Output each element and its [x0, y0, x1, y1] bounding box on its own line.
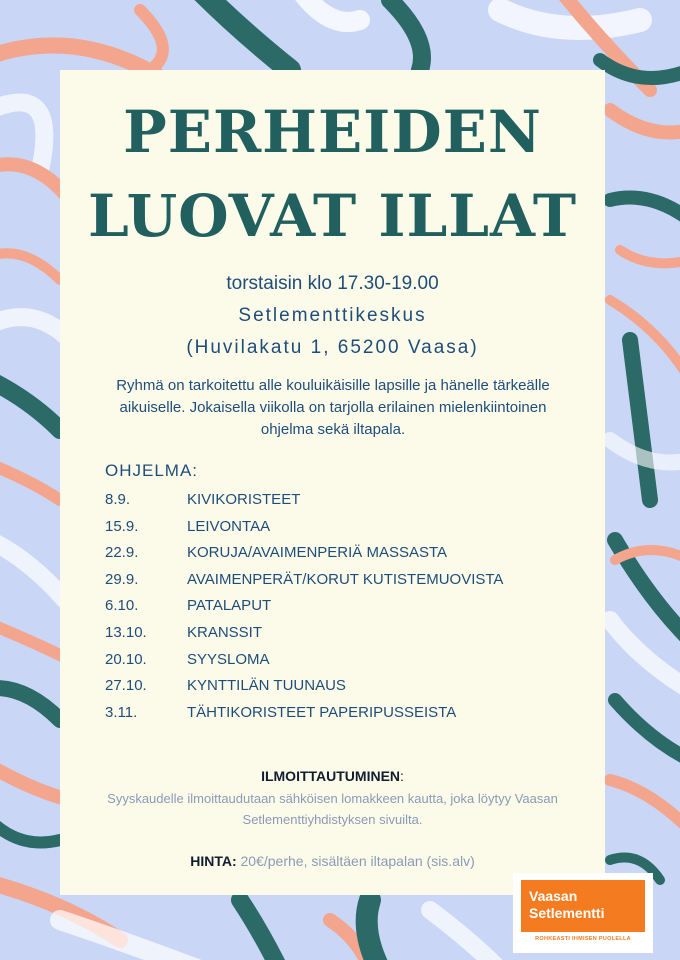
- program-item: [105, 623, 575, 650]
- program-activity: LEIVONTAA: [187, 517, 271, 535]
- logo-tagline: ROHKEASTI IHMISEN PUOLELLA: [535, 936, 631, 942]
- program-date: 29.9.: [105, 570, 139, 588]
- program-date: 8.9.: [105, 491, 131, 508]
- program-heading: OHJELMA:: [105, 461, 199, 480]
- venue-name: Setlementtikeskus: [238, 305, 427, 326]
- vaasan-setlementti-logo: [513, 873, 653, 953]
- logo-line-2: Setlementti: [529, 905, 605, 921]
- program-date: 22.9.: [105, 544, 139, 562]
- title-line-2: LUOVAT ILLAT: [87, 182, 578, 250]
- logo-line-1: Vaasan: [529, 888, 578, 904]
- program-date: 15.9.: [105, 517, 139, 535]
- program-activity: TÄHTIKORISTEET PAPERIPUSSEISTA: [187, 703, 457, 721]
- venue-address: (Huvilakatu 1, 65200 Vaasa): [186, 337, 479, 358]
- logo-box: [521, 880, 645, 932]
- program-item: [105, 703, 575, 730]
- event-card: [60, 70, 605, 895]
- title-line-1: PERHEIDEN: [123, 98, 542, 166]
- program-activity: PATALAPUT: [187, 597, 272, 615]
- program-item: [105, 490, 575, 517]
- program-activity: KRANSSIT: [187, 623, 263, 641]
- registration-heading-text: ILMOITTAUTUMINEN: [261, 768, 401, 784]
- program-item: [105, 517, 575, 544]
- program-item: [105, 543, 575, 570]
- program-date: 6.10.: [105, 597, 139, 615]
- schedule-text: torstaisin klo 17.30-19.00: [226, 273, 439, 294]
- program-activity: SYYSLOMA: [187, 650, 270, 668]
- price-value: 20€/perhe, sisältäen iltapalan (sis.alv): [236, 853, 475, 869]
- program-item: [105, 650, 575, 677]
- program-item: [105, 570, 575, 597]
- program-date: 27.10.: [105, 677, 147, 695]
- registration-heading-colon: :: [400, 768, 404, 784]
- program-item: [105, 676, 575, 703]
- registration-heading: [60, 768, 605, 784]
- program-list: [105, 490, 575, 729]
- description: Ryhmä on tarkoitettu alle kouluikäisille lapsille ja hänelle tärkeälle aikuiselle. Jokaisella viikolla on tarjolla erilainen mielenkiintoinen ohjelma sekä iltapala.: [116, 377, 550, 438]
- price-line: [60, 853, 605, 869]
- price-label: HINTA:: [190, 853, 237, 869]
- program-activity: KORUJA/AVAIMENPERIÄ MASSASTA: [187, 544, 448, 562]
- program-activity: AVAIMENPERÄT/KORUT KUTISTEMUOVISTA: [187, 570, 504, 588]
- program-activity: KYNTTILÄN TUUNAUS: [187, 677, 346, 695]
- program-date: 13.10.: [105, 623, 147, 641]
- program-date: 20.10.: [105, 650, 147, 668]
- registration-text: Syyskaudelle ilmoittaudutaan sähköisen lomakkeen kautta, joka löytyy Vaasan Setlementtiyhdistyksen sivuilta.: [107, 791, 558, 827]
- program-date: 3.11.: [105, 703, 138, 721]
- program-item: [105, 596, 575, 623]
- program-activity: KIVIKORISTEET: [187, 491, 301, 508]
